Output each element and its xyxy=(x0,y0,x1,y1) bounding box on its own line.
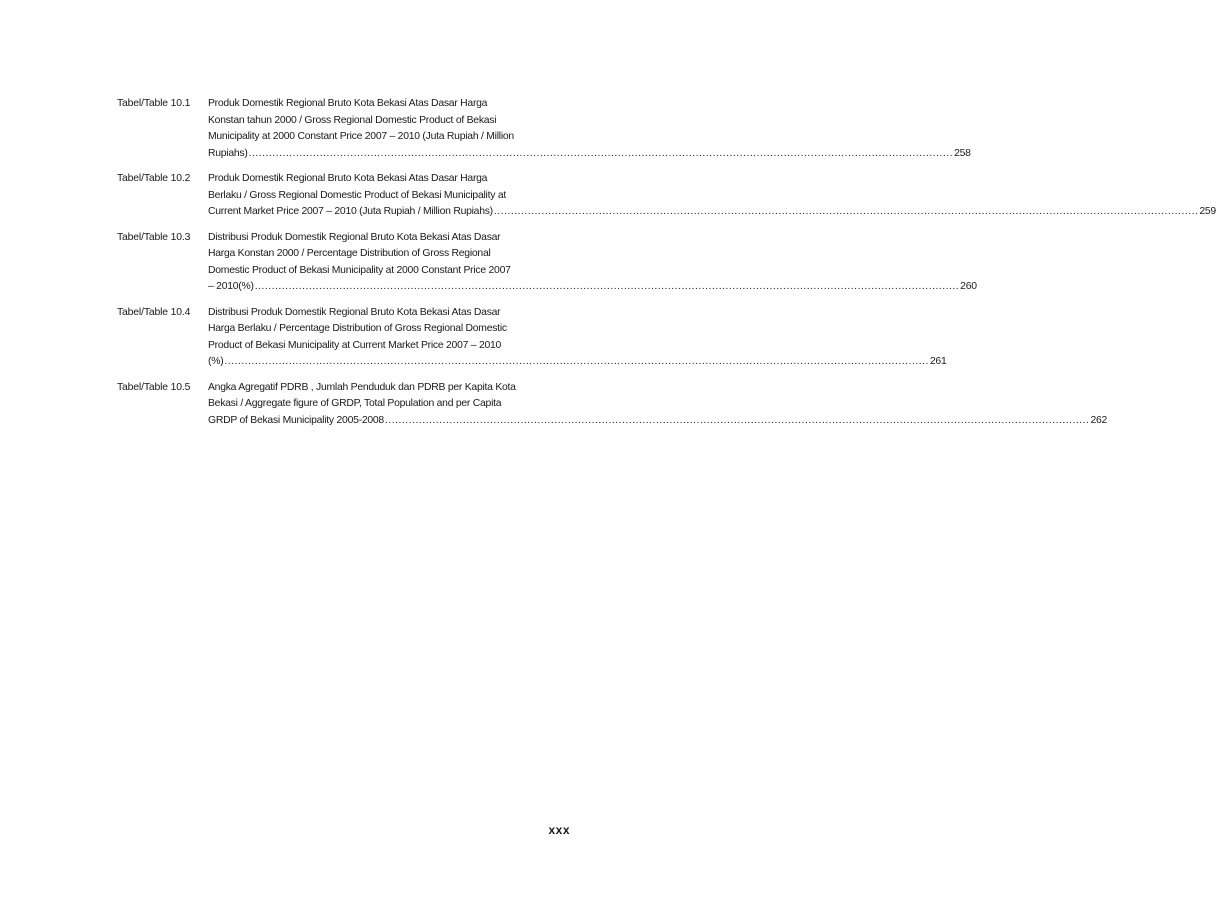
title-line: Angka Agregatif PDRB , Jumlah Penduduk dan PDRB per Kapita Kota xyxy=(208,381,516,393)
title-line: Domestic Product of Bekasi Municipality at 2000 Constant Price 2007 xyxy=(208,264,511,276)
toc-entry[interactable] xyxy=(117,96,971,162)
title-last-line: – 2010(%) xyxy=(208,281,254,292)
table-title xyxy=(208,171,1216,221)
toc-entry[interactable] xyxy=(117,230,977,296)
table-title xyxy=(208,96,971,162)
title-line: Berlaku / Gross Regional Domestic Product of Bekasi Municipality at xyxy=(208,189,506,201)
page-number: xxx xyxy=(548,823,570,837)
title-last-line: Rupiahs) xyxy=(208,147,248,159)
dot-leader xyxy=(224,354,928,371)
table-number-label: Tabel/Table 10.5 xyxy=(117,381,191,393)
page-reference[interactable]: 260 xyxy=(960,281,977,292)
dot-leader xyxy=(494,204,1198,221)
table-title xyxy=(208,305,946,371)
page-reference[interactable]: 261 xyxy=(929,356,947,367)
table-number-label: Tabel/Table 10.1 xyxy=(117,98,191,109)
title-last-line: GRDP of Bekasi Municipality 2005-2008 xyxy=(208,414,384,426)
title-line: Bekasi / Aggregate figure of GRDP, Total Population and per Capita xyxy=(208,398,502,409)
title-line: Produk Domestik Regional Bruto Kota Bekasi Atas Dasar Harga xyxy=(208,98,488,109)
dot-leader xyxy=(249,146,953,163)
toc-entry[interactable] xyxy=(117,380,1108,430)
page-reference[interactable]: 262 xyxy=(1090,414,1108,426)
page-reference[interactable]: 259 xyxy=(1199,206,1216,217)
page-reference[interactable]: 258 xyxy=(954,147,971,159)
toc-entry[interactable] xyxy=(117,171,1216,221)
table-title xyxy=(208,230,977,296)
toc-entry[interactable] xyxy=(117,305,947,371)
dot-leader xyxy=(255,279,959,296)
title-last-line: Current Market Price 2007 – 2010 (Juta Rupiah / Million Rupiahs) xyxy=(208,206,493,217)
title-line: Konstan tahun 2000 / Gross Regional Domestic Product of Bekasi xyxy=(208,114,497,126)
table-title xyxy=(208,380,1107,430)
title-line: Produk Domestik Regional Bruto Kota Bekasi Atas Dasar Harga xyxy=(208,173,488,184)
title-line: Harga Konstan 2000 / Percentage Distribution of Gross Regional xyxy=(208,248,491,259)
dot-leader xyxy=(385,413,1089,430)
table-of-contents xyxy=(117,96,1216,438)
title-last-line: (%) xyxy=(208,356,224,367)
title-line: Municipality at 2000 Constant Price 2007 – 2010 (Juta Rupiah / Million xyxy=(208,131,514,142)
table-number-label: Tabel/Table 10.3 xyxy=(117,231,191,243)
title-line: Distribusi Produk Domestik Regional Bruto Kota Bekasi Atas Dasar xyxy=(208,306,501,318)
title-line: Product of Bekasi Municipality at Current Market Price 2007 – 2010 xyxy=(208,339,502,351)
title-line: Harga Berlaku / Percentage Distribution of Gross Regional Domestic xyxy=(208,323,507,334)
title-line: Distribusi Produk Domestik Regional Bruto Kota Bekasi Atas Dasar xyxy=(208,231,501,243)
table-number-label: Tabel/Table 10.2 xyxy=(117,173,191,184)
table-number-label: Tabel/Table 10.4 xyxy=(117,306,191,318)
